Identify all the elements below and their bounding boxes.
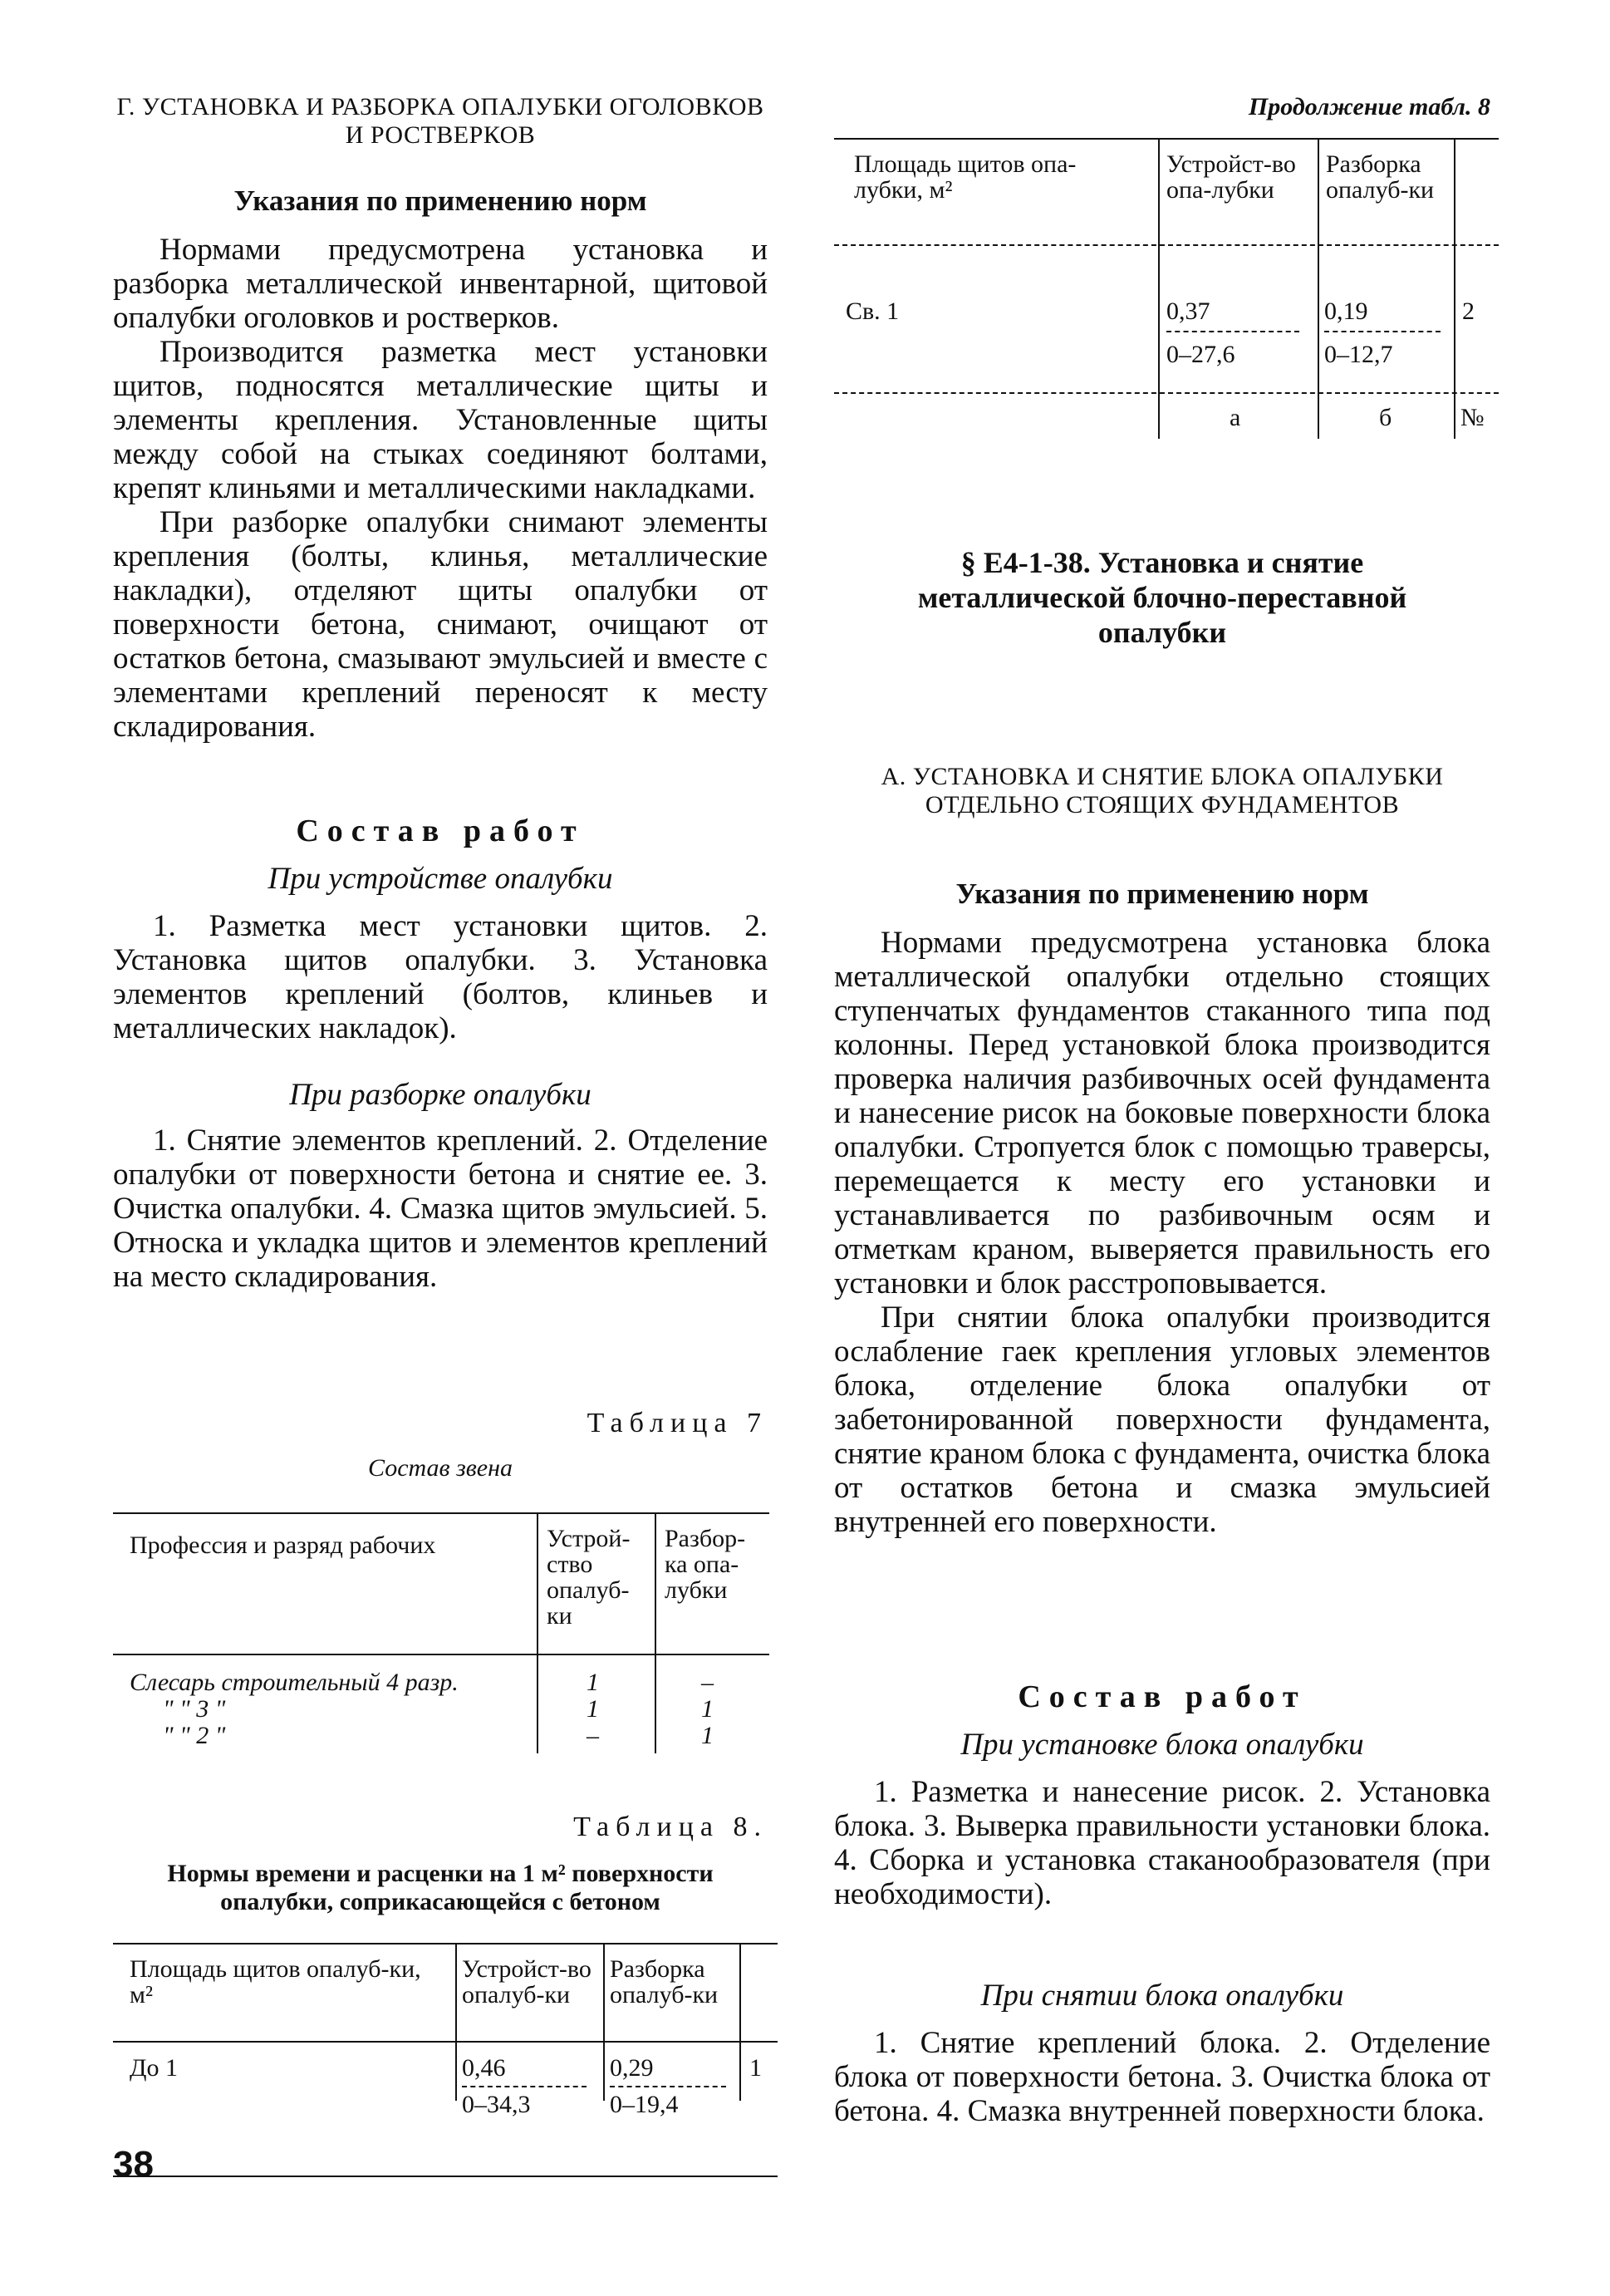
paragraph: Производится разметка мест установки щитов, подносятся металлические щиты и элементы крепления. Установленные щиты между собой на стыках соединяют болтами, крепят клиньями и металлическими накладками. (113, 335, 768, 505)
table8-cell-num: 1 (749, 2054, 762, 2082)
table8-cell-price: 0–19,4 (610, 2091, 679, 2118)
table7-cell: – (701, 1669, 714, 1696)
table8c-header-area: Площадь щитов опа-лубки, м² (854, 150, 1077, 204)
subheading-install: При устройстве опалубки (268, 862, 613, 896)
table7-label: Таблица 7 (587, 1408, 768, 1438)
table8-header-area: Площадь щитов опалуб-ки, м² (130, 1955, 421, 2008)
table7-cell: Слесарь строительный 4 разр. (130, 1669, 459, 1696)
paragraph: При разборке опалубки снимают элементы крепления (болты, клинья, металлические накладки), отделяют щиты опалубки от поверхности бетона, снимают, очищают от остатков бетона, смазывают эмульсией и вместе с элементами креплений переносят к месту складирования. (113, 505, 768, 744)
table8-title: Нормы времени и расценки на 1 м² поверхности опалубки, соприкасающейся с бетоном (167, 1860, 714, 1915)
table7-cell: – (587, 1722, 599, 1749)
table8c-header-removal: Разборка опалуб-ки (1326, 150, 1435, 204)
section-heading: Г. УСТАНОВКА И РАЗБОРКА ОПАЛУБКИ ОГОЛОВКОВ И РОСТВЕРКОВ (116, 93, 764, 149)
table8 (113, 1943, 778, 2118)
table8c-cell-price: 0–12,7 (1324, 341, 1393, 368)
table7-title: Состав звена (367, 1454, 513, 1482)
work-list-removal: 1. Снятие элементов креплений. 2. Отделение опалубки от поверхности бетона и снятие ее. 3. Очистка опалубки. 4. Смазка щитов эмульсией. 5. Относка и укладка щитов и элементов креплений на место складирования. (113, 1123, 768, 1294)
subheading-install: При установке блока опалубки (960, 1728, 1364, 1762)
guidelines-heading: Указания по применению норм (955, 878, 1369, 910)
section-title: § Е4-1-38. Установка и снятие металлической блочно-переставной опалубки (917, 546, 1407, 649)
subheading-removal: При снятии блока опалубки (980, 1979, 1344, 2013)
paragraph: Нормами предусмотрена установка блока металлической опалубки отдельно стоящих ступенчатых фундаментов стаканного типа под колонны. Перед установкой блока производится проверка наличия разбивочных осей фундамента и нанесение рисок на боковые поверхности блока опалубки. Стропуется блок с помощью траверсы, перемещается к месту его установки и устанавливается по разбивочным осям и отметкам краном, выверяется правильность его установки и блок расстроповывается. (834, 926, 1490, 1300)
table7-cell: 1 (701, 1695, 714, 1723)
table8c-cell-norm: 0,37 (1166, 297, 1210, 325)
table7-cell: 1 (701, 1722, 714, 1749)
table7-cell: " " 2 " (163, 1722, 226, 1749)
table8c-footer-b: б (1379, 404, 1392, 431)
work-list-install: 1. Разметка и нанесение рисок. 2. Установка блока. 3. Выверка правильности установки блока. 4. Сборка и установка стаканообразователя (при необходимости). (834, 1775, 1490, 1911)
work-list-removal: 1. Снятие креплений блока. 2. Отделение блока от поверхности бетона. 3. Очистка блока от бетона. 4. Смазка внутренней поверхности блока. (834, 2026, 1490, 2128)
guidelines-heading: Указания по применению норм (233, 184, 647, 217)
table8-label: Таблица 8. (573, 1812, 768, 1842)
table8-cell-norm: 0,29 (610, 2054, 654, 2082)
table8-cell-price: 0–34,3 (462, 2091, 531, 2118)
continuation-label: Продолжение табл. 8 (1248, 93, 1490, 120)
table8-continued (834, 138, 1499, 437)
table8c-footer-a: а (1230, 404, 1241, 431)
table8-header-removal: Разборка опалуб-ки (610, 1955, 719, 2008)
table8c-footer-num: № (1460, 404, 1485, 431)
work-heading: Состав работ (296, 814, 585, 848)
table7-cell: 1 (587, 1695, 599, 1723)
paragraph: При снятии блока опалубки производится ослабление гаек крепления угловых элементов блока, отделение блока опалубки от забетонированной поверхности фундамента, снятие краном блока с фундамента, очистка блока от остатков бетона и смазка эмульсией внутренней его поверхности. (834, 1300, 1490, 1539)
table8-cell-norm: 0,46 (462, 2054, 506, 2082)
table8-cell-area: До 1 (130, 2054, 178, 2082)
table8c-cell-norm: 0,19 (1324, 297, 1368, 325)
table7-header-profession: Профессия и разряд рабочих (130, 1531, 436, 1559)
paragraph: Нормами предусмотрена установка и разборка металлической инвентарной, щитовой опалубки оголовков и ростверков. (113, 233, 768, 335)
subheading-removal: При разборке опалубки (289, 1078, 591, 1112)
work-list-install: 1. Разметка мест установки щитов. 2. Установка щитов опалубки. 3. Установка элементов креплений (болтов, клиньев и металлических накладок). (113, 909, 768, 1045)
subsection-heading: А. УСТАНОВКА И СНЯТИЕ БЛОКА ОПАЛУБКИ ОТДЕЛЬНО СТОЯЩИХ ФУНДАМЕНТОВ (881, 763, 1444, 819)
table8c-cell-area: Св. 1 (846, 297, 900, 325)
table8-header-install: Устройст-во опалуб-ки (462, 1955, 591, 2008)
page-number: 38 (113, 2144, 154, 2185)
table7 (113, 1512, 769, 1762)
table8c-cell-price: 0–27,6 (1166, 341, 1235, 368)
table8c-header-install: Устройст-во опа-лубки (1166, 150, 1296, 204)
table7-cell: 1 (587, 1669, 599, 1696)
table7-header-removal: Разбор-ка опа-лубки (665, 1525, 746, 1604)
table8c-cell-num: 2 (1462, 297, 1475, 325)
table7-cell: " " 3 " (163, 1695, 226, 1723)
table7-header-install: Устрой-ство опалуб-ки (547, 1525, 631, 1630)
work-heading: Состав работ (1018, 1679, 1307, 1714)
